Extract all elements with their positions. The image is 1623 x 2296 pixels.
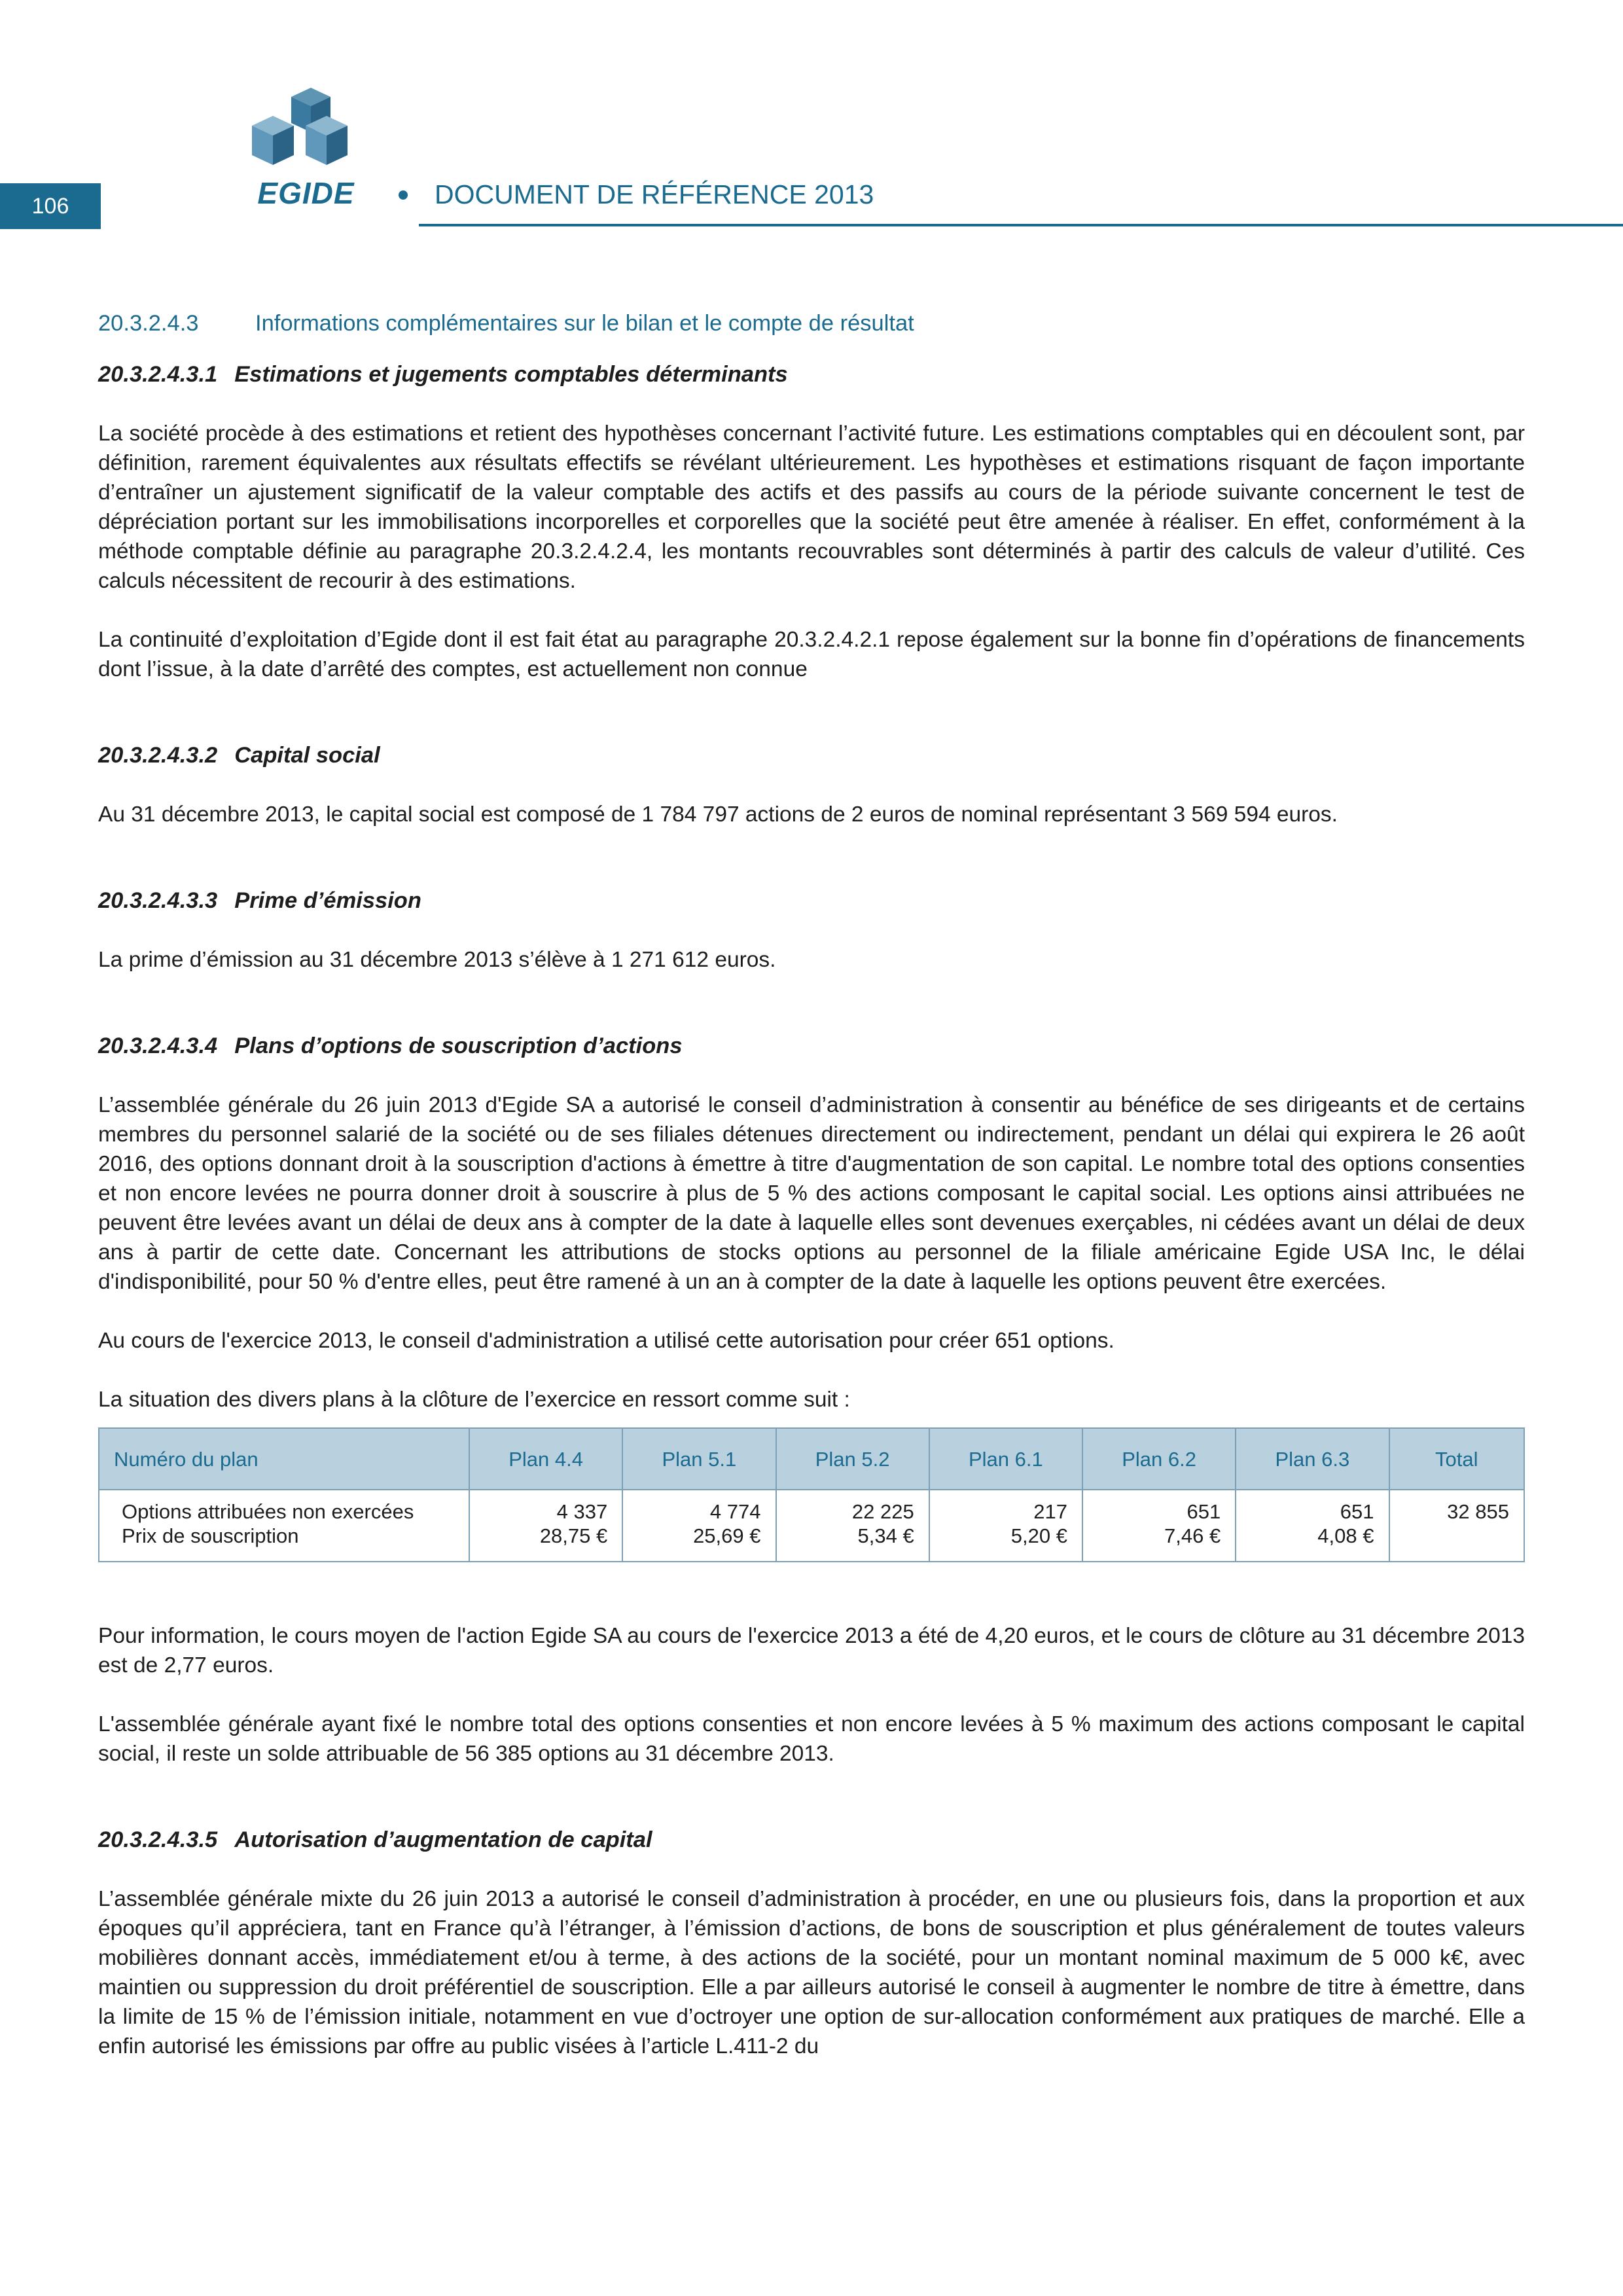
section-title: Informations complémentaires sur le bilan et le compte de résultat [255, 311, 914, 336]
stock-options-table [98, 1427, 1525, 1562]
subsection-number: 20.3.2.4.3.1 [98, 362, 218, 387]
options-value: 4 774 [709, 1500, 761, 1523]
row-label: Options attribuées non exercées [122, 1500, 414, 1523]
subsection-title: Prime d’émission [234, 888, 421, 913]
price-value: 5,20 € [1010, 1524, 1067, 1547]
subsection-title: Capital social [234, 743, 380, 768]
paragraph: Pour information, le cours moyen de l'action Egide SA au cours de l'exercice 2013 a été de 4,20 euros, et le cours de clôture au 31 décembre 2013 est de 2,77 euros. [98, 1624, 1525, 1677]
options-value: 22 225 [851, 1500, 914, 1523]
table-cell [1236, 1490, 1389, 1562]
paragraph: La situation des divers plans à la clôture de l’exercice en ressort comme suit : [98, 1388, 850, 1412]
subsection-heading-2 [98, 741, 1525, 770]
table-header-cell: Plan 5.2 [776, 1428, 929, 1490]
options-value: 651 [1340, 1500, 1374, 1523]
options-value: 4 337 [556, 1500, 608, 1523]
cubes-logo-icon [245, 85, 366, 173]
table-header-cell: Total [1389, 1428, 1525, 1490]
options-total-value: 32 855 [1447, 1500, 1509, 1523]
section-heading [98, 309, 1525, 338]
price-value: 25,69 € [693, 1524, 761, 1547]
subsection-heading-3 [98, 886, 1525, 916]
paragraph: L'assemblée générale ayant fixé le nombre total des options consenties et non encore levées à 5 % maximum des actions composant le capital social, il reste un solde attribuable de 56 385 options au 31 décembre 2013. [98, 1712, 1525, 1766]
table-row [99, 1490, 1524, 1562]
subsection-number: 20.3.2.4.3.5 [98, 1827, 218, 1852]
paragraph: L’assemblée générale mixte du 26 juin 2013 a autorisé le conseil d’administration à procéder, en une ou plusieurs fois, dans la proportion et aux époques qu’il appréciera, tant en France qu’à l’étranger, à l’émission d’actions, de bons de souscription et plus généralement de toutes valeurs mobilières donnant accès, immédiatement et/ou à terme, à des actions de la société, pour un montant nominal maximum de 5 000 k€, avec maintien ou suppression du droit préférentiel de souscription. Elle a par ailleurs autorisé le conseil à augmenter le nombre de titre à émettre, dans la limite de 15 % de l’émission initiale, notamment en vue d’octroyer une option de sur-allocation conformément aux pratiques de marché. Elle a enfin autorisé les émissions par offre au public visées à l’article L.411-2 du [98, 1887, 1525, 2058]
table-header-cell: Plan 6.3 [1236, 1428, 1389, 1490]
subsection-title: Autorisation d’augmentation de capital [234, 1827, 652, 1852]
table-header-cell: Plan 6.1 [929, 1428, 1082, 1490]
section-number: 20.3.2.4.3 [98, 311, 199, 336]
paragraph: La prime d’émission au 31 décembre 2013 s’élève à 1 271 612 euros. [98, 948, 776, 972]
document-title: DOCUMENT DE RÉFÉRENCE 2013 [435, 179, 874, 209]
table-cell [1082, 1490, 1236, 1562]
paragraph: L’assemblée générale du 26 juin 2013 d'Egide SA a autorisé le conseil d’administration à consentir au bénéfice de ses dirigeants et de certains membres du personnel salarié de la société ou de ses filiales détenues directement ou indirectement, pendant un délai qui expirera le 26 août 2016, des options donnant droit à la souscription d'actions à émettre à titre d'augmentation de son capital. Le nombre total des options consenties et non encore levées ne pourra donner droit à souscrire à plus de 5 % des actions composant le capital social. Les options ainsi attribuées ne peuvent être levées avant un délai de deux ans à compter de la date à laquelle elles sont devenues exerçables, ni cédées avant un délai de deux ans à partir de cette date. Concernant les attributions de stocks options au personnel de la filiale américaine Egide USA Inc, le délai d'indisponibilité, pour 50 % d'entre elles, peut être ramené à un an à compter de la date à laquelle les options peuvent être exercées. [98, 1093, 1525, 1294]
table-cell [622, 1490, 776, 1562]
table-cell [469, 1490, 622, 1562]
table-cell [929, 1490, 1082, 1562]
paragraph: La continuité d’exploitation d’Egide dont il est fait état au paragraphe 20.3.2.4.2.1 repose également sur la bonne fin d’opérations de financements dont l’issue, à la date d’arrêté des comptes, est actuellement non connue [98, 628, 1525, 681]
row-label: Prix de souscription [122, 1524, 299, 1547]
page-number: 106 [0, 183, 101, 229]
table-header-cell: Plan 4.4 [469, 1428, 622, 1490]
price-value: 5,34 € [857, 1524, 914, 1547]
header-bullet [399, 190, 408, 200]
table-cell-total [1389, 1490, 1525, 1562]
table-header-cell: Plan 6.2 [1082, 1428, 1236, 1490]
row-labels-cell [99, 1490, 469, 1562]
subsection-title: Plans d’options de souscription d’actions [234, 1033, 683, 1058]
logo-text: EGIDE [257, 176, 355, 210]
paragraph: La société procède à des estimations et retient des hypothèses concernant l’activité future. Les estimations comptables qui en découlent sont, par définition, rarement équivalentes aux résultats effectifs se révélant ultérieurement. Les hypothèses et estimations risquant de façon importante d’entraîner un ajustement significatif de la valeur comptable des actifs et des passifs au cours de la période suivante concernent le test de dépréciation portant sur les immobilisations incorporelles et corporelles que la société peut être amenée à réaliser. En effet, conformément à la méthode comptable définie au paragraphe 20.3.2.4.2.4, les montants recouvrables sont déterminés à partir des calculs de valeur d’utilité. Ces calculs nécessitent de recourir à des estimations. [98, 422, 1525, 593]
options-value: 651 [1186, 1500, 1221, 1523]
subsection-number: 20.3.2.4.3.3 [98, 888, 218, 913]
subsection-heading-5 [98, 1825, 1525, 1855]
page-content [98, 309, 1525, 2090]
egide-logo [245, 85, 366, 209]
paragraph: Au cours de l'exercice 2013, le conseil d'administration a utilisé cette autorisation pour créer 651 options. [98, 1329, 1115, 1353]
price-value: 28,75 € [539, 1524, 608, 1547]
subsection-number: 20.3.2.4.3.4 [98, 1033, 218, 1058]
subsection-heading-1 [98, 360, 1525, 389]
header-divider [419, 224, 1623, 226]
price-value: 7,46 € [1164, 1524, 1221, 1547]
subsection-title: Estimations et jugements comptables déterminants [234, 362, 788, 387]
options-value: 217 [1033, 1500, 1067, 1523]
price-value: 4,08 € [1317, 1524, 1374, 1547]
subsection-heading-4 [98, 1031, 1525, 1061]
table-header-cell: Plan 5.1 [622, 1428, 776, 1490]
table-cell [776, 1490, 929, 1562]
table-header-row [99, 1428, 1524, 1490]
table-header-cell: Numéro du plan [99, 1428, 469, 1490]
subsection-number: 20.3.2.4.3.2 [98, 743, 218, 768]
paragraph: Au 31 décembre 2013, le capital social est composé de 1 784 797 actions de 2 euros de nominal représentant 3 569 594 euros. [98, 802, 1338, 827]
